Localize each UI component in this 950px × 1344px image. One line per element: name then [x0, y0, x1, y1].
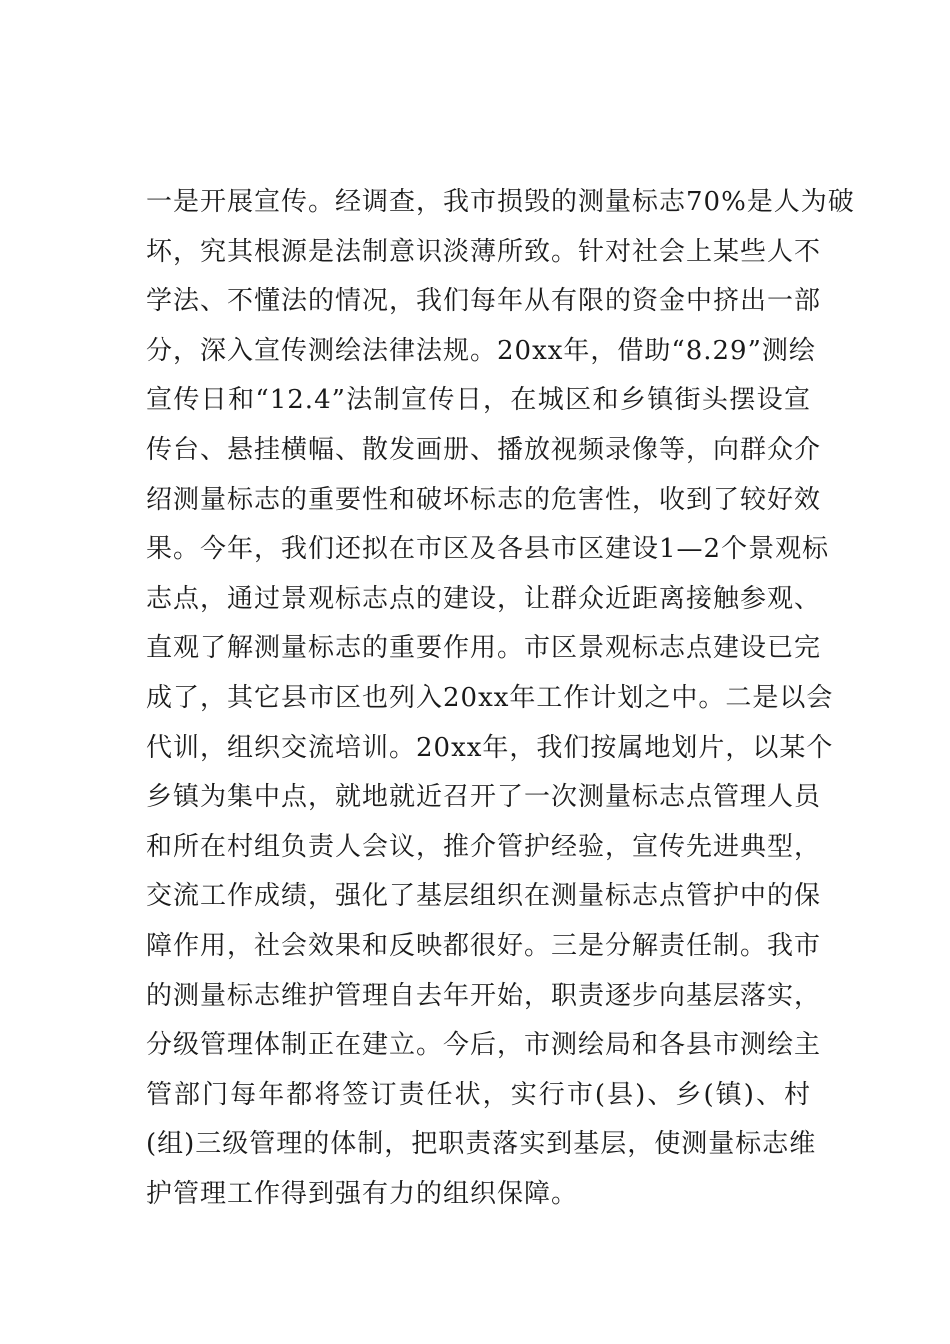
text-line-7: 绍测量标志的重要性和破坏标志的危害性，收到了较好效: [146, 484, 822, 515]
text-line-17: 的测量标志维护管理自去年开始，职责逐步向基层落实，: [146, 980, 822, 1011]
text-line-10: 直观了解测量标志的重要作用。市区景观标志点建设已完: [146, 633, 822, 664]
text-line-9: 志点，通过景观标志点的建设，让群众近距离接触参观、: [146, 583, 822, 614]
text-line-6: 传台、悬挂横幅、散发画册、播放视频录像等，向群众介: [146, 434, 822, 465]
text-line-12: 代训，组织交流培训。20xx年，我们按属地划片，以某个: [146, 732, 834, 763]
text-line-1: 一是开展宣传。经调查，我市损毁的测量标志70%是人为破: [146, 187, 855, 217]
text-line-18: 分级管理体制正在建立。今后，市测绘局和各县市测绘主: [146, 1030, 822, 1061]
text-line-5: 宣传日和“12.4”法制宣传日，在城区和乡镇街头摆设宣: [146, 385, 811, 416]
text-line-15: 交流工作成绩，强化了基层组织在测量标志点管护中的保: [146, 881, 822, 912]
text-line-16: 障作用，社会效果和反映都很好。三是分解责任制。我市: [146, 930, 822, 961]
text-line-2: 坏，究其根源是法制意识淡薄所致。针对社会上某些人不: [146, 236, 822, 267]
text-line-14: 和所在村组负责人会议，推介管护经验，宣传先进典型，: [146, 831, 822, 862]
text-line-13: 乡镇为集中点，就地就近召开了一次测量标志点管理人员: [146, 782, 822, 813]
text-line-3: 学法、不懂法的情况，我们每年从有限的资金中挤出一部: [146, 286, 822, 317]
text-line-11: 成了，其它县市区也列入20xx年工作计划之中。二是以会: [146, 682, 834, 713]
text-line-19: 管部门每年都将签订责任状，实行市(县)、乡(镇)、村: [146, 1079, 811, 1110]
text-line-20: (组)三级管理的体制，把职责落实到基层，使测量标志维: [146, 1129, 817, 1160]
text-line-4: 分，深入宣传测绘法律法规。20xx年，借助“8.29”测绘: [146, 335, 816, 366]
body-paragraph: [146, 178, 855, 1219]
text-line-8: 果。今年，我们还拟在市区及各县市区建设1—2个景观标: [146, 534, 830, 565]
text-line-21: 护管理工作得到强有力的组织保障。: [146, 1178, 579, 1209]
